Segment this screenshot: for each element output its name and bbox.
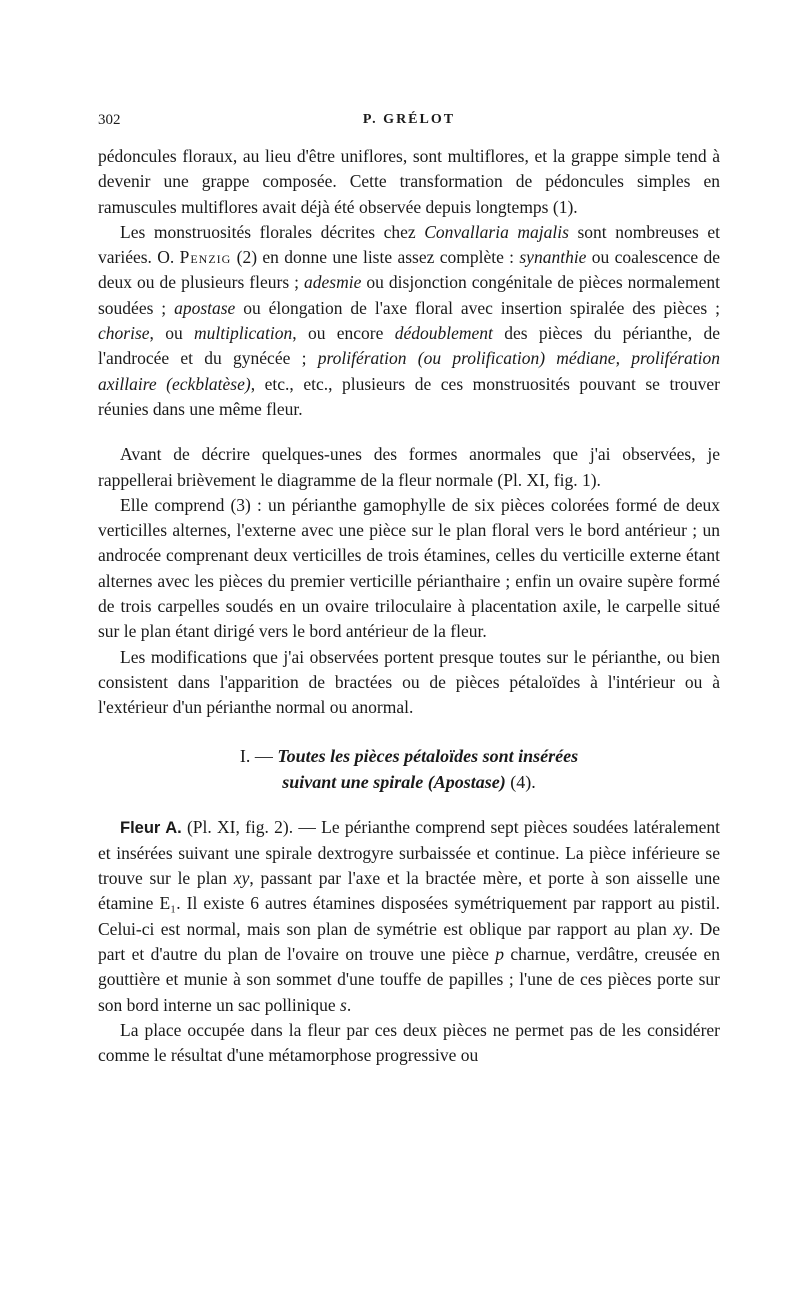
term-synanthie: synanthie bbox=[519, 247, 587, 268]
paragraph-7: La place occupée dans la fleur par ces deux pièces ne permet pas de les considérer comme le résultat d'une métamorphose progressive ou bbox=[98, 1019, 720, 1066]
running-head bbox=[98, 112, 720, 134]
paragraph-1: pédoncules floraux, au lieu d'être uniflores, sont multiflores, et la grappe simple tend à devenir une grappe composée. Cette transformation de pédoncules simples en ramuscules multiflores avait déjà été observée depuis longtemps (1). bbox=[98, 146, 720, 217]
paragraph-gap bbox=[98, 422, 720, 442]
paragraph-6: Fleur A. (Pl. XI, fig. 2). — Le périanthe comprend sept pièces soudées latéralement et insérées suivant une spirale dextrogyre surbaissée et continue. La pièce inférieure se trouve sur le plan xy, passant par l'axe et la bractée mère, et porte à son aisselle une étamine E₁. Il existe 6 autres étamines disposées symétriquement par rapport au pistil. Celui-ci est normal, mais son plan de symétrie est oblique par rapport au plan xy. De part et d'autre du plan de l'ovaire on trouve une pièce p charnue, verdâtre, creusée en gouttière et munie à son sommet d'une touffe de papilles ; l'une de ces pièces porte sur son bord interne un sac pollinique s. bbox=[98, 816, 721, 1015]
paragraph-2: Les monstruosités florales décrites chez Convallaria majalis sont nombreuses et variées. O. Penzig (2) en donne une liste assez complète : synanthie ou coalescence de deux ou de plusieurs fleurs ; adesmie ou disjonction congénitale de pièces normalement soudées ; apostase ou élongation de l'axe floral avec insertion spiralée des pièces ; chorise, ou multiplication, ou encore dédoublement des pièces du périanthe, de l'androcée et du gynécée ; prolifération (ou prolification) médiane, prolifération axillaire (eckblatèse), etc., etc., plusieurs de ces monstruosités pouvant se trouver réunies dans une même fleur. bbox=[98, 221, 721, 419]
term-apostase: apostase bbox=[174, 297, 236, 318]
section-ref: (4). bbox=[510, 771, 536, 792]
paragraph-3: Avant de décrire quelques-unes des formes anormales que j'ai observées, je rappellerai brièvement le diagramme de la fleur normale (Pl. XI, fig. 1). bbox=[98, 444, 720, 490]
term-multiplication: multiplication bbox=[194, 323, 293, 344]
page bbox=[98, 112, 720, 1069]
fleur-a-label: Fleur A. bbox=[120, 818, 182, 837]
paragraph-4: Elle comprend (3) : un périanthe gamophylle de six pièces colorées formé de deux verticilles alternes, l'externe avec une pièce sur le plan floral vers le bord antérieur ; un androcée comprenant deux verticilles de trois étamines, celles du verticille externe étant alternes avec les pièces du premier verticille périanthaire ; enfin un ovaire supère formé de trois carpelles soudés en un ovaire triloculaire à placentation axile, le carpelle situé sur le plan étant dirigé vers le bord antérieur de la fleur. bbox=[98, 494, 720, 642]
section-title-line1: Toutes les pièces pétaloïdes sont insérées bbox=[277, 745, 579, 766]
author-penzig: Penzig bbox=[179, 247, 232, 268]
term-dedoublement: dédoublement bbox=[394, 323, 493, 344]
section-title-line2: suivant une spirale bbox=[282, 771, 424, 792]
paragraph-gap bbox=[98, 721, 720, 741]
paragraph-5: Les modifications que j'ai observées portent presque toutes sur le périanthe, ou bien consistent dans l'apparition de bractées ou de pièces pétaloïdes à l'intérieur ou à l'extérieur d'un périanthe normal ou anormal. bbox=[98, 646, 720, 718]
section-heading bbox=[98, 743, 720, 795]
term-chorise: chorise bbox=[98, 323, 150, 344]
term-adesmie: adesmie bbox=[304, 272, 362, 293]
species-name: Convallaria majalis bbox=[424, 221, 569, 242]
author-header: P. GRÉLOT bbox=[362, 112, 456, 127]
page-number: 302 bbox=[98, 112, 121, 128]
section-term: (Apostase) bbox=[427, 771, 506, 792]
section-number: I. — bbox=[239, 745, 273, 766]
term-proliferation: prolifération (ou prolification) médiane, prolifération axillaire (eckblatèse) bbox=[98, 348, 720, 394]
